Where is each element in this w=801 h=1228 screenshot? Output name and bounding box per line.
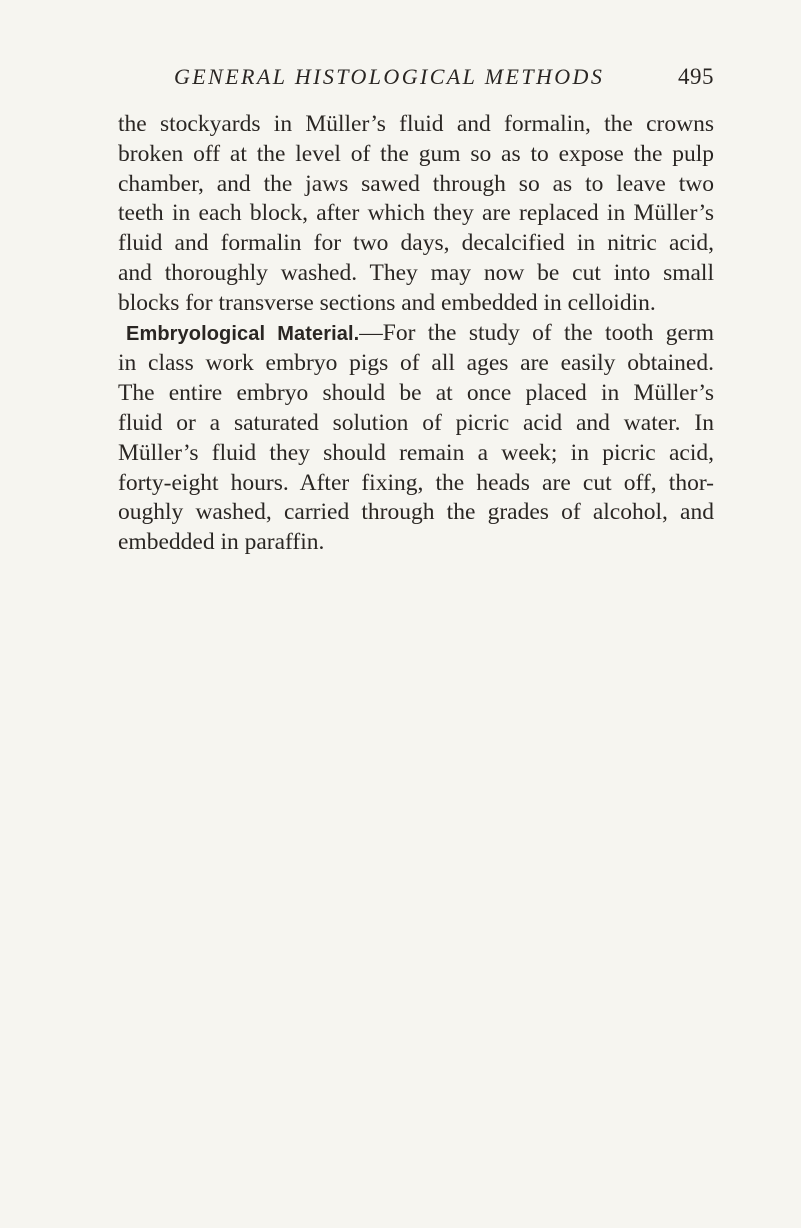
text-line: fluid or a saturated solution of picric acid and water. In — [118, 409, 714, 436]
body-text — [118, 110, 714, 558]
section-heading: Embryological Material. — [126, 322, 360, 345]
text-line: fluid and formalin for two days, decalcified in nitric acid, — [118, 230, 714, 257]
text-line: The entire embryo should be at once placed in Müller’s — [118, 380, 714, 407]
text-line: Müller’s fluid they should remain a week; in picric acid, — [118, 439, 714, 466]
running-head — [118, 62, 714, 96]
text-line: teeth in each block, after which they are replaced in Müller’s — [118, 200, 714, 227]
running-title: GENERAL HISTOLOGICAL METHODS — [174, 64, 605, 89]
section-heading-continuation: —For the study of the tooth germ — [359, 319, 714, 346]
paragraph-embryological-material — [118, 319, 714, 558]
text-line: in class work embryo pigs of all ages are easily obtained. — [118, 350, 714, 377]
text-line: embedded in paraffin. — [118, 529, 325, 556]
paragraph-stockyards — [118, 110, 714, 319]
text-line: oughly washed, carried through the grades of alcohol, and — [118, 499, 714, 526]
text-line: chamber, and the jaws sawed through so as to leave two — [118, 170, 714, 197]
text-line: blocks for transverse sections and embedded in celloidin. — [118, 289, 656, 316]
text-line: the stockyards in Müller’s fluid and formalin, the crowns — [118, 111, 714, 137]
page-number: 495 — [678, 64, 714, 89]
text-line — [118, 319, 714, 350]
text-line: and thoroughly washed. They may now be cut into small — [118, 259, 714, 286]
text-line: broken off at the level of the gum so as to expose the pulp — [118, 140, 714, 167]
text-line: forty-eight hours. After fixing, the heads are cut off, thor- — [118, 469, 714, 496]
